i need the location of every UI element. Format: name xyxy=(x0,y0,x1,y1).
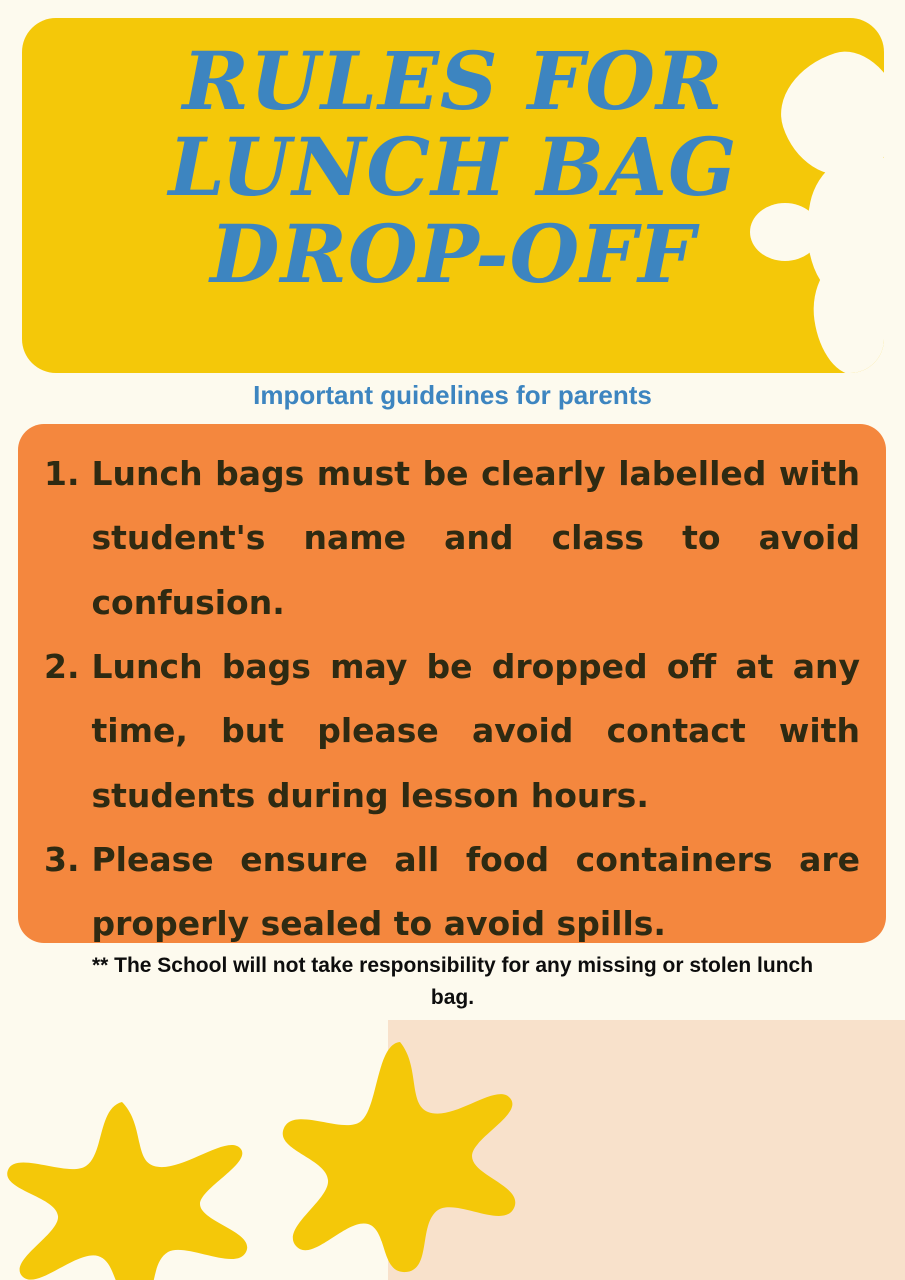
title-line-1: RULES FOR xyxy=(182,34,724,128)
yellow-splat-icon xyxy=(0,1096,264,1280)
rule-text: Please ensure all food containers are properly sealed to avoid spills. xyxy=(91,840,860,944)
yellow-splat-icon xyxy=(268,1034,538,1280)
rule-number: 1. xyxy=(44,454,80,493)
rule-number: 2. xyxy=(44,647,80,687)
rule-text: Lunch bags must be clearly labelled with student's name and class to avoid confusion. xyxy=(91,454,860,622)
disclaimer-text: ** The School will not take responsibility for any missing or stolen lunch bag. xyxy=(91,954,814,1009)
rule-text: Lunch bags may be dropped off at any time, but please avoid contact with students during lesson hours. xyxy=(91,647,860,815)
rule-item xyxy=(44,828,860,957)
rule-item xyxy=(44,442,860,635)
rules-card xyxy=(18,424,886,943)
title-line-3: DROP-OFF xyxy=(210,206,696,301)
rule-item xyxy=(44,635,860,828)
bottom-illustration xyxy=(0,1020,905,1280)
title-line-2: LUNCH BAG xyxy=(168,120,738,215)
title-banner xyxy=(22,18,884,373)
rule-number: 3. xyxy=(44,840,80,880)
page-title xyxy=(22,18,884,301)
subtitle: Important guidelines for parents xyxy=(253,380,652,410)
